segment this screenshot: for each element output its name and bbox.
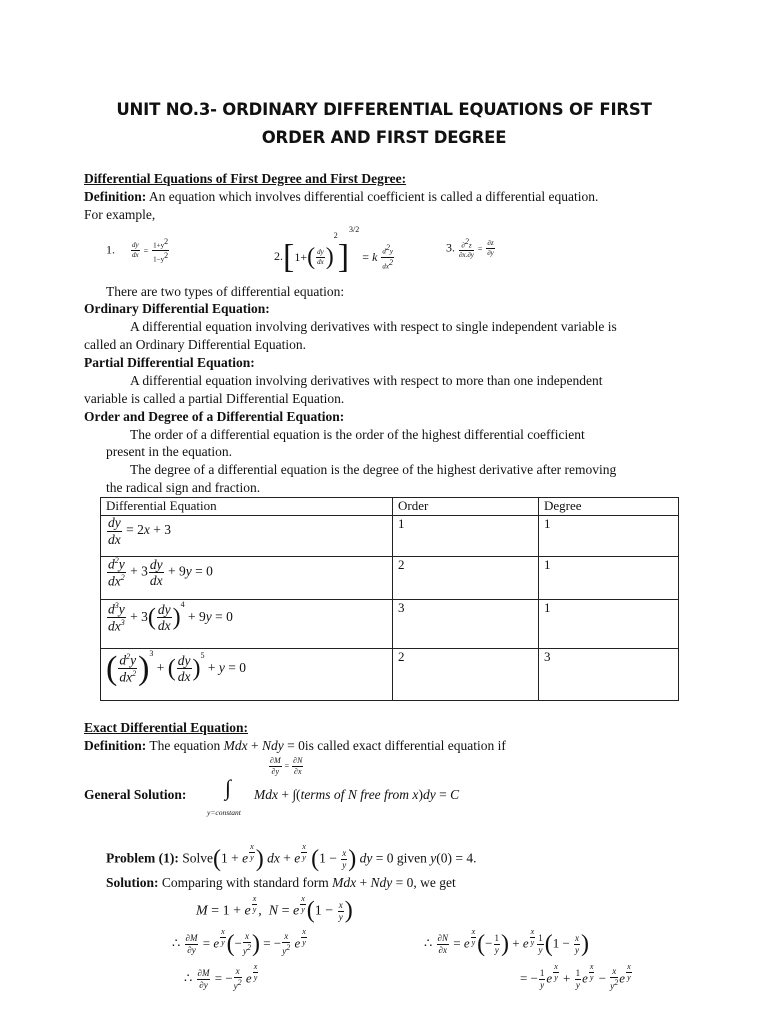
order-line-1: The order of a differential equation is the order of the highest differential coefficient xyxy=(130,427,585,442)
problem-1-label: Problem (1): xyxy=(106,850,179,866)
example-1-number: 1. xyxy=(106,242,115,257)
table-row-2-order: 2 xyxy=(393,557,539,600)
dn-dx-line-2: = − $\frac{1}{y}$ e $^{\frac{x}{y}}$ + $\frac{1}{y}$ e $^{\frac{x}{y}}$ − $\frac{x}{y^2}$ e $^{\frac{x}{y}}$ xyxy=(520,962,631,992)
order-degree-table xyxy=(100,497,679,701)
solution-we-get: , we get xyxy=(413,875,456,890)
table-row-1-degree: 1 xyxy=(539,516,679,557)
exact-condition: $\frac{\partial M}{\partial y}$ = $\frac{\partial N}{\partial x}$ xyxy=(270,756,303,776)
example-1: 1. $\frac{dy}{dx}$ = $\frac{1+y^2}{1-y^2}$ xyxy=(106,237,169,264)
table-row xyxy=(101,557,679,600)
table-row-3-equation: $\frac{d^3y}{dx^3}$ + 3( $\frac{dy}{dx}$ )$^4$ + 9y = 0 xyxy=(101,600,393,649)
degree-line-2: the radical sign and fraction. xyxy=(106,480,261,495)
ode-heading: Ordinary Differential Equation: xyxy=(84,301,270,316)
table-header-order: Order xyxy=(393,498,539,516)
integral-sign-1: ∫ xyxy=(225,775,232,800)
solution-text: Comparing with standard form xyxy=(158,875,329,890)
table-row xyxy=(101,600,679,649)
terms-text: terms of N free from x xyxy=(300,787,419,802)
example-1-lhs: $\frac{dy}{dx}$ xyxy=(132,241,139,260)
table-header-row xyxy=(101,498,679,516)
general-solution-label: General Solution: xyxy=(84,787,187,802)
solution-label: Solution: xyxy=(106,875,159,890)
table-row-4-equation: ( $\frac{d^2y}{dx^2}$ )$^3$ + ( $\frac{dy}{dx}$ )$^5$ + y = 0 xyxy=(101,649,393,701)
exact-definition-label: Definition: xyxy=(84,738,147,753)
table-row-3-degree: 1 xyxy=(539,600,679,649)
m-n-definition: M = 1 + e $^{\frac{x}{y}}$ , N = e $^{\frac{x}{y}}$ (1 − $\frac{x}{y}$ ) xyxy=(196,894,353,924)
table-row-4-order: 2 xyxy=(393,649,539,701)
problem-1: Problem (1): Solve(1 + e $^{\frac{x}{y}}$ ) dx + e $^{\frac{x}{y}}$ (1 − $\frac{x}{y}$ ) dy = 0 given y(0) = 4. xyxy=(106,842,477,872)
table-row-4-degree: 3 xyxy=(539,649,679,701)
exact-heading: Exact Differential Equation: xyxy=(84,720,248,735)
example-1-rhs: $\frac{1+y^2}{1-y^2}$ xyxy=(153,237,169,264)
dm-dy-line-2: ∴ $\frac{\partial M}{\partial y}$ = − $\frac{x}{y^2}$ e $^{\frac{x}{y}}$ xyxy=(184,962,258,992)
example-2: 2.[1+( $\frac{dy}{dx}$ )$^2$]$^{3/2}$ = k $\frac{d^2y}{dx^2}$ xyxy=(274,225,393,276)
order-line-2: present in the equation. xyxy=(106,444,232,459)
definition-label: Definition: xyxy=(84,189,147,204)
example-3: 3. $\frac{\partial^2z}{\partial x.\partial y}$ = $\frac{\partial z}{\partial y}$ xyxy=(446,237,494,260)
pde-heading: Partial Differential Equation: xyxy=(84,355,255,370)
table-row-2-degree: 1 xyxy=(539,557,679,600)
definition-text: An equation which involves differential coefficient is called a differential equation. xyxy=(146,189,599,204)
problem-1-solve: Solve xyxy=(178,850,213,866)
degree-line-1: The degree of a differential equation is the degree of the highest derivative after removing xyxy=(130,462,617,477)
pde-line-1: A differential equation involving derivatives with respect to more than one independent xyxy=(130,373,603,388)
table-header-degree: Degree xyxy=(539,498,679,516)
table-row-1-order: 1 xyxy=(393,516,539,557)
general-solution-formula: Mdx + ∫(terms of N free from x)dy = C xyxy=(254,787,460,802)
example-3-number: 3. xyxy=(446,240,455,255)
table-row xyxy=(101,649,679,701)
y-constant-label: y=constant xyxy=(207,808,241,817)
dn-dx-line-1: ∴ $\frac{\partial N}{\partial x}$ = e $^{\frac{x}{y}}$ (− $\frac{1}{y}$ ) + e $^{\frac{x}{y}}$ $\frac{1}{y}$ (1 − $\frac{x}{y}$ ) xyxy=(424,927,590,957)
example-2-number: 2. xyxy=(274,249,283,263)
problem-1-given: given xyxy=(396,850,427,866)
pde-line-2: variable is called a partial Differential Equation. xyxy=(84,391,345,406)
table-row xyxy=(101,516,679,557)
exact-definition-post: is called exact differential equation if xyxy=(304,738,506,753)
table-row-3-order: 3 xyxy=(393,600,539,649)
definition-paragraph xyxy=(84,189,598,205)
exact-definition: Definition: The equation Mdx + Ndy = 0is called exact differential equation if xyxy=(84,738,506,753)
table-header-equation: Differential Equation xyxy=(101,498,393,516)
table-row-2-equation: $\frac{d^2y}{dx^2}$ + 3 $\frac{dy}{dx}$ + 9y = 0 xyxy=(101,557,393,600)
order-degree-heading: Order and Degree of a Differential Equation: xyxy=(84,409,345,424)
two-types-text: There are two types of differential equation: xyxy=(106,284,345,299)
solution-line: Solution: Comparing with standard form Mdx + Ndy = 0, we get xyxy=(106,875,456,890)
page-title-line-2: ORDER AND FIRST DEGREE xyxy=(261,128,507,147)
example-intro: For example, xyxy=(84,207,156,222)
page-title-line-1: UNIT NO.3- ORDINARY DIFFERENTIAL EQUATIONS OF FIRST xyxy=(116,100,652,119)
table-row-1-equation: $\frac{dy}{dx}$ = 2x + 3 xyxy=(101,516,393,557)
section-heading-first-degree: Differential Equations of First Degree and First Degree: xyxy=(84,171,407,186)
ode-line-1: A differential equation involving derivatives with respect to single independent variable is xyxy=(130,319,617,334)
dm-dy-line-1: ∴ $\frac{\partial M}{\partial y}$ = e $^{\frac{x}{y}}$ (− $\frac{x}{y^2}$ ) = − $\frac{x}{y^2}$ e $^{\frac{x}{y}}$ xyxy=(172,927,306,957)
exact-definition-pre: The equation xyxy=(146,738,224,753)
ode-line-2: called an Ordinary Differential Equation. xyxy=(84,337,307,352)
